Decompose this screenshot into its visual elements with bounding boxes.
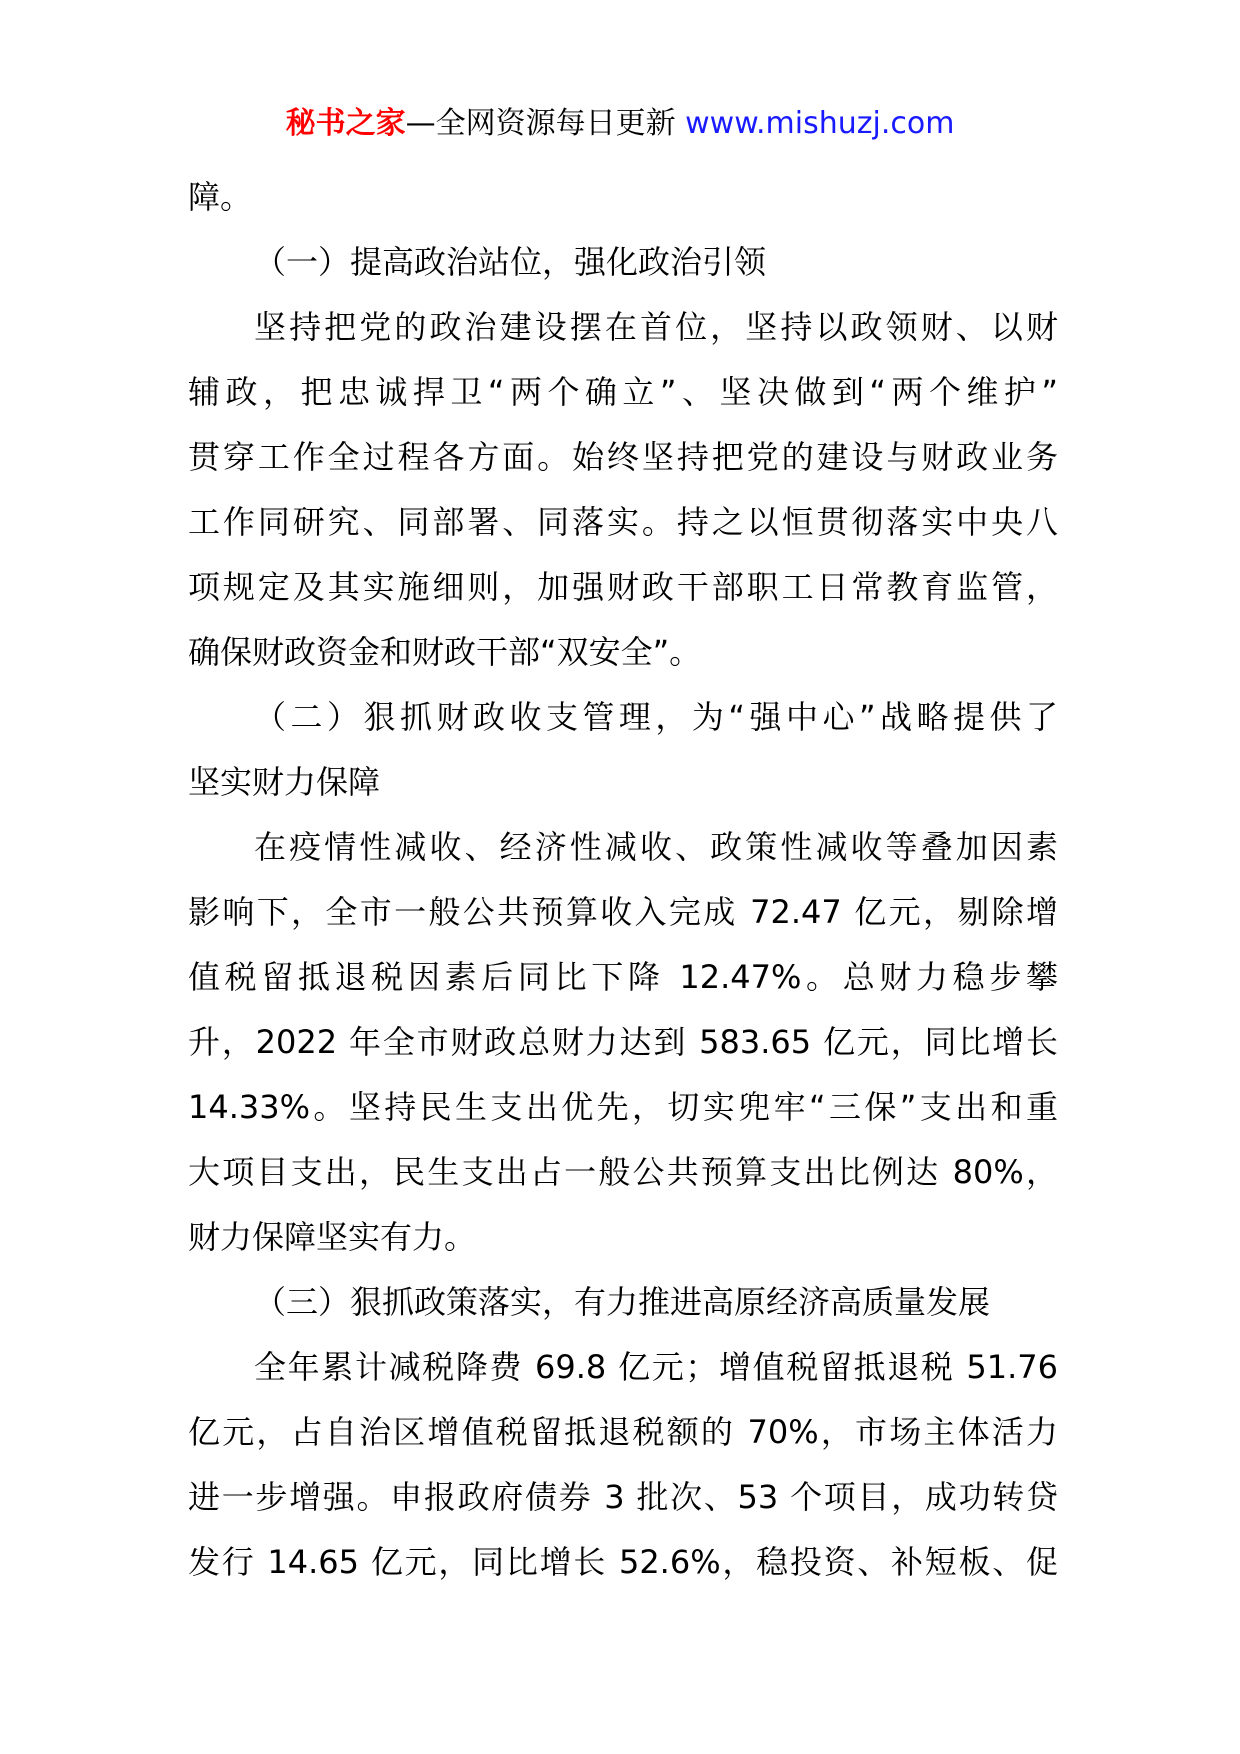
section-heading-2-cont: 坚实财力保障 bbox=[188, 763, 381, 801]
text-line: 项规定及其实施细则，加强财政干部职工日常教育监管， bbox=[188, 568, 1058, 606]
text-line: 值税留抵退税因素后同比下降 12.47%。总财力稳步攀 bbox=[188, 958, 1058, 996]
text-line: 全年累计减税降费 69.8 亿元；增值税留抵退税 51.76 bbox=[254, 1348, 1058, 1386]
text-line: 进一步增强。申报政府债券 3 批次、53 个项目，成功转贷 bbox=[188, 1478, 1058, 1516]
text-line: 工作同研究、同部署、同落实。持之以恒贯彻落实中央八 bbox=[188, 503, 1058, 541]
text-line: 大项目支出，民生支出占一般公共预算支出比例达 80%， bbox=[188, 1153, 1058, 1191]
section-heading-3: （三）狠抓政策落实，有力推进高原经济高质量发展 bbox=[254, 1283, 991, 1321]
text-line: 障。 bbox=[188, 178, 253, 216]
text-line: 发行 14.65 亿元，同比增长 52.6%，稳投资、补短板、促 bbox=[188, 1543, 1058, 1581]
text-line: 在疫情性减收、经济性减收、政策性减收等叠加因素 bbox=[254, 828, 1058, 866]
text-line: 亿元，占自治区增值税留抵退税额的 70%，市场主体活力 bbox=[188, 1413, 1058, 1451]
section-heading-2: （二）狠抓财政收支管理，为“强中心”战略提供了 bbox=[254, 698, 1058, 736]
text-line: 确保财政资金和财政干部“双安全”。 bbox=[188, 633, 702, 671]
section-heading-1: （一）提高政治站位，强化政治引领 bbox=[254, 243, 767, 281]
brand-name: 秘书之家 bbox=[285, 106, 406, 141]
document-body bbox=[188, 165, 1058, 1595]
text-line: 财力保障坚实有力。 bbox=[188, 1218, 477, 1256]
text-line: 坚持把党的政治建设摆在首位，坚持以政领财、以财 bbox=[254, 308, 1058, 346]
page-header bbox=[0, 100, 1240, 148]
text-line: 14.33%。坚持民生支出优先，切实兜牢“三保”支出和重 bbox=[188, 1088, 1058, 1126]
site-url-link[interactable]: www.mishuzj.com bbox=[685, 106, 955, 141]
text-line: 升，2022 年全市财政总财力达到 583.65 亿元，同比增长 bbox=[188, 1023, 1058, 1061]
text-line: 辅政，把忠诚捍卫“两个确立”、坚决做到“两个维护” bbox=[188, 373, 1058, 411]
text-line: 贯穿工作全过程各方面。始终坚持把党的建设与财政业务 bbox=[188, 438, 1058, 476]
text-line: 影响下，全市一般公共预算收入完成 72.47 亿元，剔除增 bbox=[188, 893, 1058, 931]
header-tagline: —全网资源每日更新 bbox=[405, 106, 676, 141]
